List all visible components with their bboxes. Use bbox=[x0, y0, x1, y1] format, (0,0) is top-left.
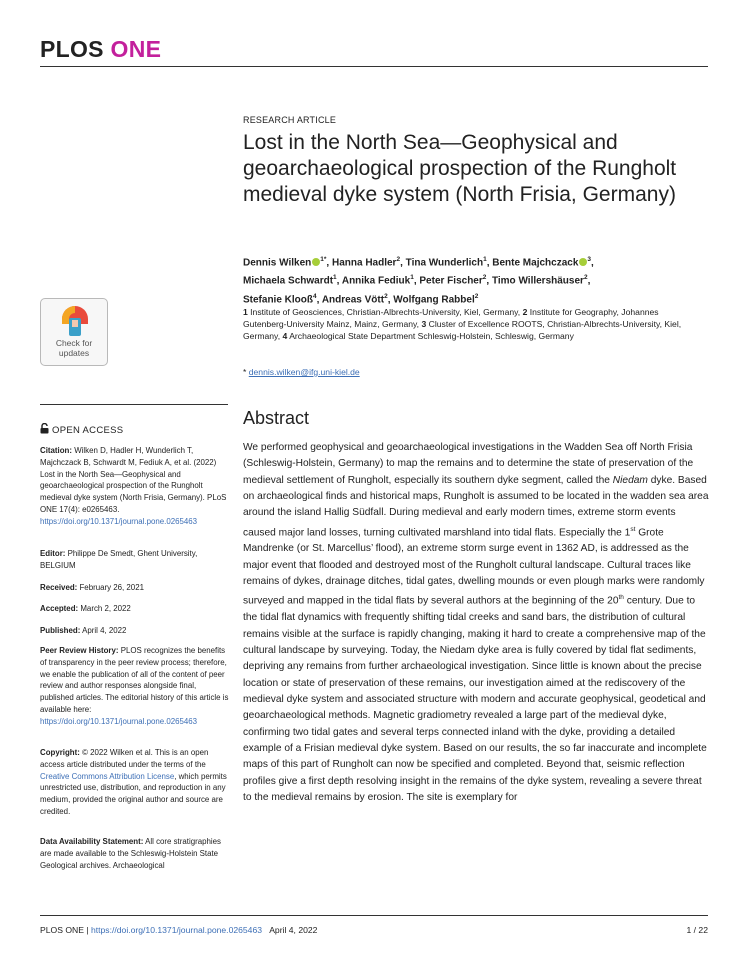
check-updates-icon bbox=[60, 304, 90, 338]
open-access-label: OPEN ACCESS bbox=[52, 425, 124, 436]
published-date: April 4, 2022 bbox=[82, 626, 127, 635]
header-divider bbox=[40, 66, 708, 67]
author-affil-sup: 1 bbox=[320, 256, 324, 263]
editor-block bbox=[40, 548, 230, 572]
abstract-body bbox=[243, 440, 710, 806]
logo-plos: PLOS bbox=[40, 36, 104, 62]
email-link[interactable]: dennis.wilken@ifg.uni-kiel.de bbox=[248, 367, 360, 377]
page-number: 1 / 22 bbox=[686, 925, 708, 935]
author-name: Peter Fischer bbox=[419, 275, 483, 287]
received-block bbox=[40, 582, 230, 594]
peer-review-text: PLOS recognizes the benefits of transparency in the peer review process; therefore, we enable the publication of all of the content of peer review and author responses alongside final, published articles. The editorial history of this article is available here: bbox=[40, 646, 229, 714]
author-affil-sup: 2 bbox=[482, 274, 487, 282]
footer-separator: | bbox=[83, 925, 91, 935]
data-availability-block bbox=[40, 836, 230, 871]
accepted-label: Accepted: bbox=[40, 604, 79, 613]
abstract-text-1: We performed geophysical and geoarchaeological investigations in the Wadden Sea off North Frisia (Schleswig-Holstein, Germany) to map the remains and to determine the state of preservation of the medieval settlement of Rungholt, especially its southern dyke segment, called the bbox=[243, 442, 694, 486]
sidebar-divider bbox=[40, 404, 228, 405]
open-access bbox=[40, 423, 123, 436]
affil-number: 3 bbox=[421, 319, 427, 330]
abstract-sup-th: th bbox=[618, 594, 624, 602]
abstract-text-2: dyke. Based on archaeological finds and historical maps, Rungholt is assumed to be located in the wadden sea area around the island Hallig Südfall. During medieval and early modern times, extreme storm events caused major land losses, turning cultivated marshland into tidal flats. Especially the 1 bbox=[243, 474, 709, 539]
license-link[interactable]: Creative Commons Attribution License bbox=[40, 771, 175, 781]
copyright-text: © 2022 Wilken et al. This is an open access article distributed under the terms of the bbox=[40, 748, 209, 769]
received-label: Received: bbox=[40, 583, 78, 592]
published-label: Published: bbox=[40, 626, 81, 635]
copyright-label: Copyright: bbox=[40, 748, 80, 757]
author-name: Andreas Vött bbox=[321, 293, 385, 305]
affil-number: 2 bbox=[522, 307, 528, 317]
abstract-text-3: Grote Mandrenke (or St. Marcellus’ flood), an extreme storm surge event in 1362 AD, is addressed as the major event that flooded and destroyed most of the Rungholt cultural landscape. Cultural traces like remains of dykes, drainage ditches, tidal gates, dwelling mounds or even plough marks were randomly surveyed and mapped in the tidal flats by several authors at the beginning of the 20 bbox=[243, 527, 705, 607]
author-affil-sup: 2 bbox=[396, 256, 401, 263]
author-affil-sup: 2 bbox=[583, 274, 588, 282]
citation-label: Citation: bbox=[40, 446, 72, 455]
editor-label: Editor: bbox=[40, 549, 66, 558]
footer-date: April 4, 2022 bbox=[269, 925, 318, 935]
author-affil-sup: 4 bbox=[313, 292, 317, 300]
affil-text: Archaeological State Department Schleswig-Holstein, Schleswig, Germany bbox=[289, 331, 574, 342]
check-updates-line-2: updates bbox=[58, 347, 90, 358]
author-affil-sup: 1 bbox=[333, 274, 337, 282]
author-name: Wolfgang Rabbel bbox=[393, 293, 475, 305]
author-affil-sup: 2 bbox=[384, 292, 388, 300]
author-name: Bente Majchczack bbox=[492, 257, 579, 269]
check-updates-label bbox=[41, 339, 107, 358]
affil-number: 1 bbox=[243, 307, 248, 317]
published-block bbox=[40, 625, 230, 637]
author-affil-sup: 1 bbox=[410, 274, 414, 282]
check-updates-line-1: Check for bbox=[55, 338, 93, 348]
author-name: Annika Fediuk bbox=[341, 275, 411, 287]
footer-doi-link[interactable]: https://doi.org/10.1371/journal.pone.0265463 bbox=[90, 925, 263, 935]
page-footer bbox=[40, 925, 708, 935]
author-affil-sup: 1 bbox=[483, 256, 487, 263]
data-availability-label: Data Availability Statement: bbox=[40, 837, 144, 846]
corresponding-email bbox=[243, 367, 360, 377]
logo-one: ONE bbox=[110, 36, 162, 62]
citation-doi-link[interactable]: https://doi.org/10.1371/journal.pone.0265463 bbox=[40, 516, 198, 526]
affil-text: Cluster of Excellence ROOTS, Christian-Albrechts-University, Kiel, Germany, bbox=[243, 319, 682, 342]
copyright-block bbox=[40, 747, 230, 818]
author-affil-sup: 3 bbox=[587, 256, 592, 263]
received-date: February 26, 2021 bbox=[79, 583, 144, 592]
footer-divider bbox=[40, 915, 708, 916]
editor-text: Philippe De Smedt, Ghent University, BELGIUM bbox=[40, 549, 198, 570]
abstract-heading: Abstract bbox=[243, 408, 310, 428]
article-title: Lost in the North Sea—Geophysical and geoarchaeological prospection of the Rungholt medieval dyke system (North Frisia, Germany) bbox=[243, 131, 677, 206]
citation-text: Wilken D, Hadler H, Wunderlich T, Majchczack B, Schwardt M, Fediuk A, et al. (2022) Lost in the North Sea—Geophysical and geoarchaeological prospection of the Rungholt medieval dyke system (North Frisia, Germany). PLoS ONE 17(4): e0265463. bbox=[40, 446, 227, 514]
abstract-sup-st: st bbox=[630, 525, 636, 533]
data-availability-text: All core stratigraphies are made available to the Schleswig-Holstein State Geological archives. Archaeological bbox=[40, 837, 221, 870]
corresp-star: * bbox=[243, 367, 247, 377]
journal-logo bbox=[40, 36, 161, 63]
copyright-text-2: , which permits unrestricted use, distribution, and reproduction in any medium, provided the original author and source are credited. bbox=[40, 771, 227, 816]
footer-journal: PLOS ONE bbox=[40, 925, 84, 935]
corresponding-star: * bbox=[323, 256, 327, 263]
abstract-paragraph bbox=[243, 440, 710, 806]
peer-review-label: Peer Review History: bbox=[40, 646, 119, 655]
author-name: Stefanie Klooß bbox=[243, 293, 314, 305]
affil-number: 4 bbox=[282, 331, 288, 342]
article-type: RESEARCH ARTICLE bbox=[243, 115, 337, 125]
accepted-date: March 2, 2022 bbox=[80, 604, 131, 613]
author-name: Michaela Schwardt bbox=[243, 275, 334, 287]
author-name: Timo Willershäuser bbox=[491, 275, 584, 287]
author-affil-sup: 2 bbox=[474, 292, 479, 300]
affiliations bbox=[243, 306, 698, 342]
affil-text: Institute of Geosciences, Christian-Albrechts-University, Kiel, Germany, bbox=[250, 307, 521, 317]
affil-text: Institute for Geography, Johannes Gutenberg-University Mainz, Mainz, Germany, bbox=[243, 307, 659, 330]
peer-review-link[interactable]: https://doi.org/10.1371/journal.pone.0265463 bbox=[40, 716, 198, 726]
peer-review-block bbox=[40, 645, 230, 728]
author-name: Hanna Hadler bbox=[331, 257, 397, 269]
accepted-block bbox=[40, 603, 230, 615]
author-list: Dennis Wilken $^{1*}$, Hanna Hadler$^2$, Tina Wunderlich$^1$, Bente Majchczack $^3$, Michaela Schwardt$^1$, Annika Fediuk$^1$, Peter Fischer$^2$, Timo Willershäuser$^2$, Stefanie Klooß$^4$, Andreas Vött$^2$, Wolfgang Rabbel$^2$ bbox=[243, 256, 594, 305]
author-name: Tina Wunderlich bbox=[405, 257, 484, 269]
open-lock-icon bbox=[40, 423, 49, 434]
check-for-updates-badge[interactable] bbox=[40, 298, 108, 366]
abstract-text-4: century. Due to the tidal flat dynamics with frequently shifting tidal creeks and sand bars, the distribution of cultural remains visible at the surface is rapidly changing, making it hard to create a comprehensive map of the cultural landscape by surveying. Today, the Niedam dyke area is fully covered by tidal flat sediments, depriving any remains from further archaeological investigation. Since little is known about the precise location or state of preservation of these remains, our investigation aimed at the rediscovery of the medieval dyke system and associated structure with modern and accurate geophysical, geodetical and geoarchaeological methods. Magnetic gradiometry revealed a large part of the medieval dyke, confirming two tidal gates and several terps connected inland with the dyke, providing a detailed example of a Frisian medieval dyke system. Based on our results, the so far inaccurate and incomplete maps of this part of Rungholt can now be specified and completed. Beyond that, seismic reflection profiles give a first depth resolving insight in the remains of the dyke system, revealing a severe threat to the medieval remains by erosion. The site is exemplary for bbox=[243, 595, 707, 803]
citation-block bbox=[40, 445, 230, 528]
abstract-italic-niedam: Niedam bbox=[612, 474, 648, 486]
author-name: Dennis Wilken bbox=[243, 257, 312, 269]
